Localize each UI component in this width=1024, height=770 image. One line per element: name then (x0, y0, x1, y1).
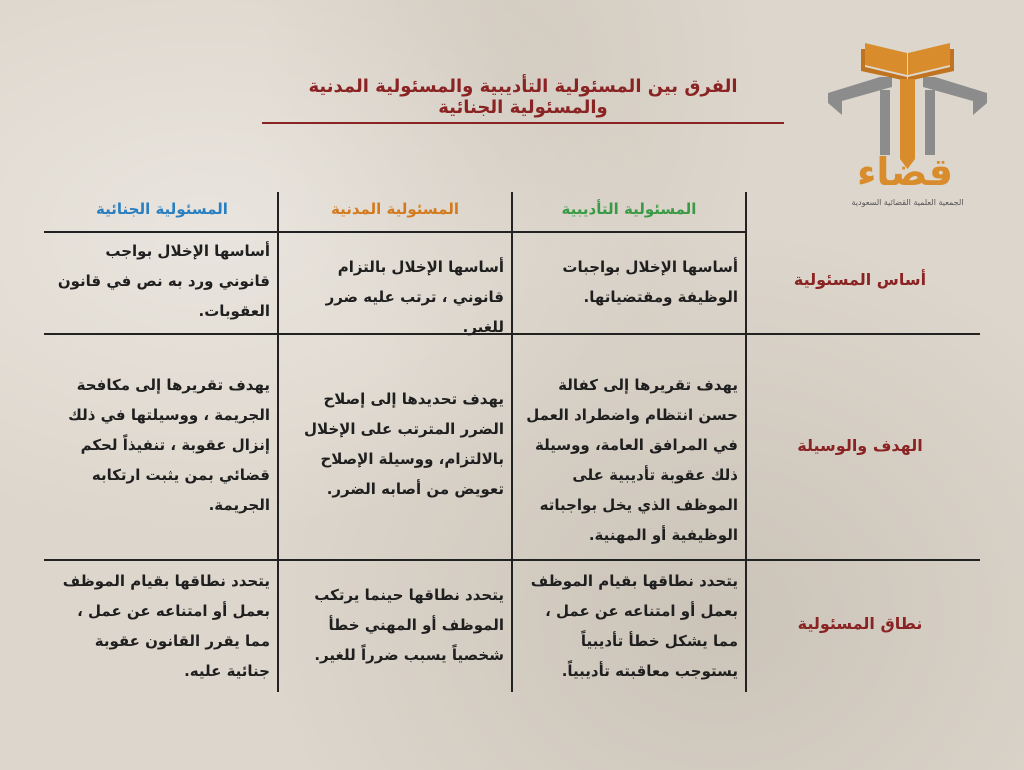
grid-line (511, 192, 513, 692)
grid-line (745, 192, 747, 692)
header-criminal: المسئولية الجنائية (96, 200, 228, 218)
row-label-basis: أساس المسئولية (793, 270, 927, 289)
header-disciplinary: المسئولية التأديبية (561, 200, 697, 218)
cell-goal-civil: يهدف تحديدها إلى إصلاح الضرر المترتب على الإخلال بالالتزام، ووسيلة الإصلاح تعويض من أصابه الضرر. (303, 390, 504, 498)
row-label-goal: الهدف والوسيلة (797, 436, 923, 455)
row-label-scope: نطاق المسئولية (797, 614, 923, 633)
cell-scope-criminal: يتحدد نطاقها بقيام الموظف بعمل أو امتناعه عن عمل ، مما يقرر القانون عقوبة جنائية عليه. (62, 572, 270, 680)
logo-name: قضاء (856, 150, 954, 194)
cell-basis-disciplinary: أساسها الإخلال بواجبات الوظيفة ومقتضياتها. (562, 258, 738, 306)
cell-goal-criminal: يهدف تقريرها إلى مكافحة الجريمة ، ووسيلتها في ذلك إنزال عقوبة ، تنفيذاً لحكم قضائي بمن يثبت ارتكابه الجريمة. (68, 376, 270, 514)
grid-line (44, 559, 980, 561)
cell-goal-disciplinary: يهدف تقريرها إلى كفالة حسن انتظام واضطراد العمل في المرافق العامة، ووسيلة ذلك عقوبة تأديبية على الموظف الذي يخل بواجباته الوظيفية أو المهنية. (526, 376, 738, 544)
cell-scope-civil: يتحدد نطاقها حينما يرتكب الموظف أو المهني خطأ شخصياً يسبب ضرراً للغير. (314, 586, 504, 664)
grid-line (44, 333, 980, 335)
header-civil: المسئولية المدنية (330, 200, 460, 218)
cell-basis-civil: أساسها الإخلال بالتزام قانوني ، ترتب عليه ضرر للغير. (325, 258, 504, 336)
grid-line (277, 192, 279, 692)
cell-scope-disciplinary: يتحدد نطاقها بقيام الموظف بعمل أو امتناعه عن عمل ، مما يشكل خطأ تأديبياً يستوجب معاقبته تأديبياً. (530, 572, 738, 680)
grid-line (44, 231, 746, 233)
logo-subtitle: الجمعية العلمية القضائية السعودية (851, 198, 964, 207)
page-title: الفرق بين المسئولية التأديبية والمسئولية المدنية والمسئولية الجنائية (262, 76, 784, 124)
cell-basis-criminal: أساسها الإخلال بواجب قانوني ورد به نص في قانون العقوبات. (57, 242, 270, 320)
